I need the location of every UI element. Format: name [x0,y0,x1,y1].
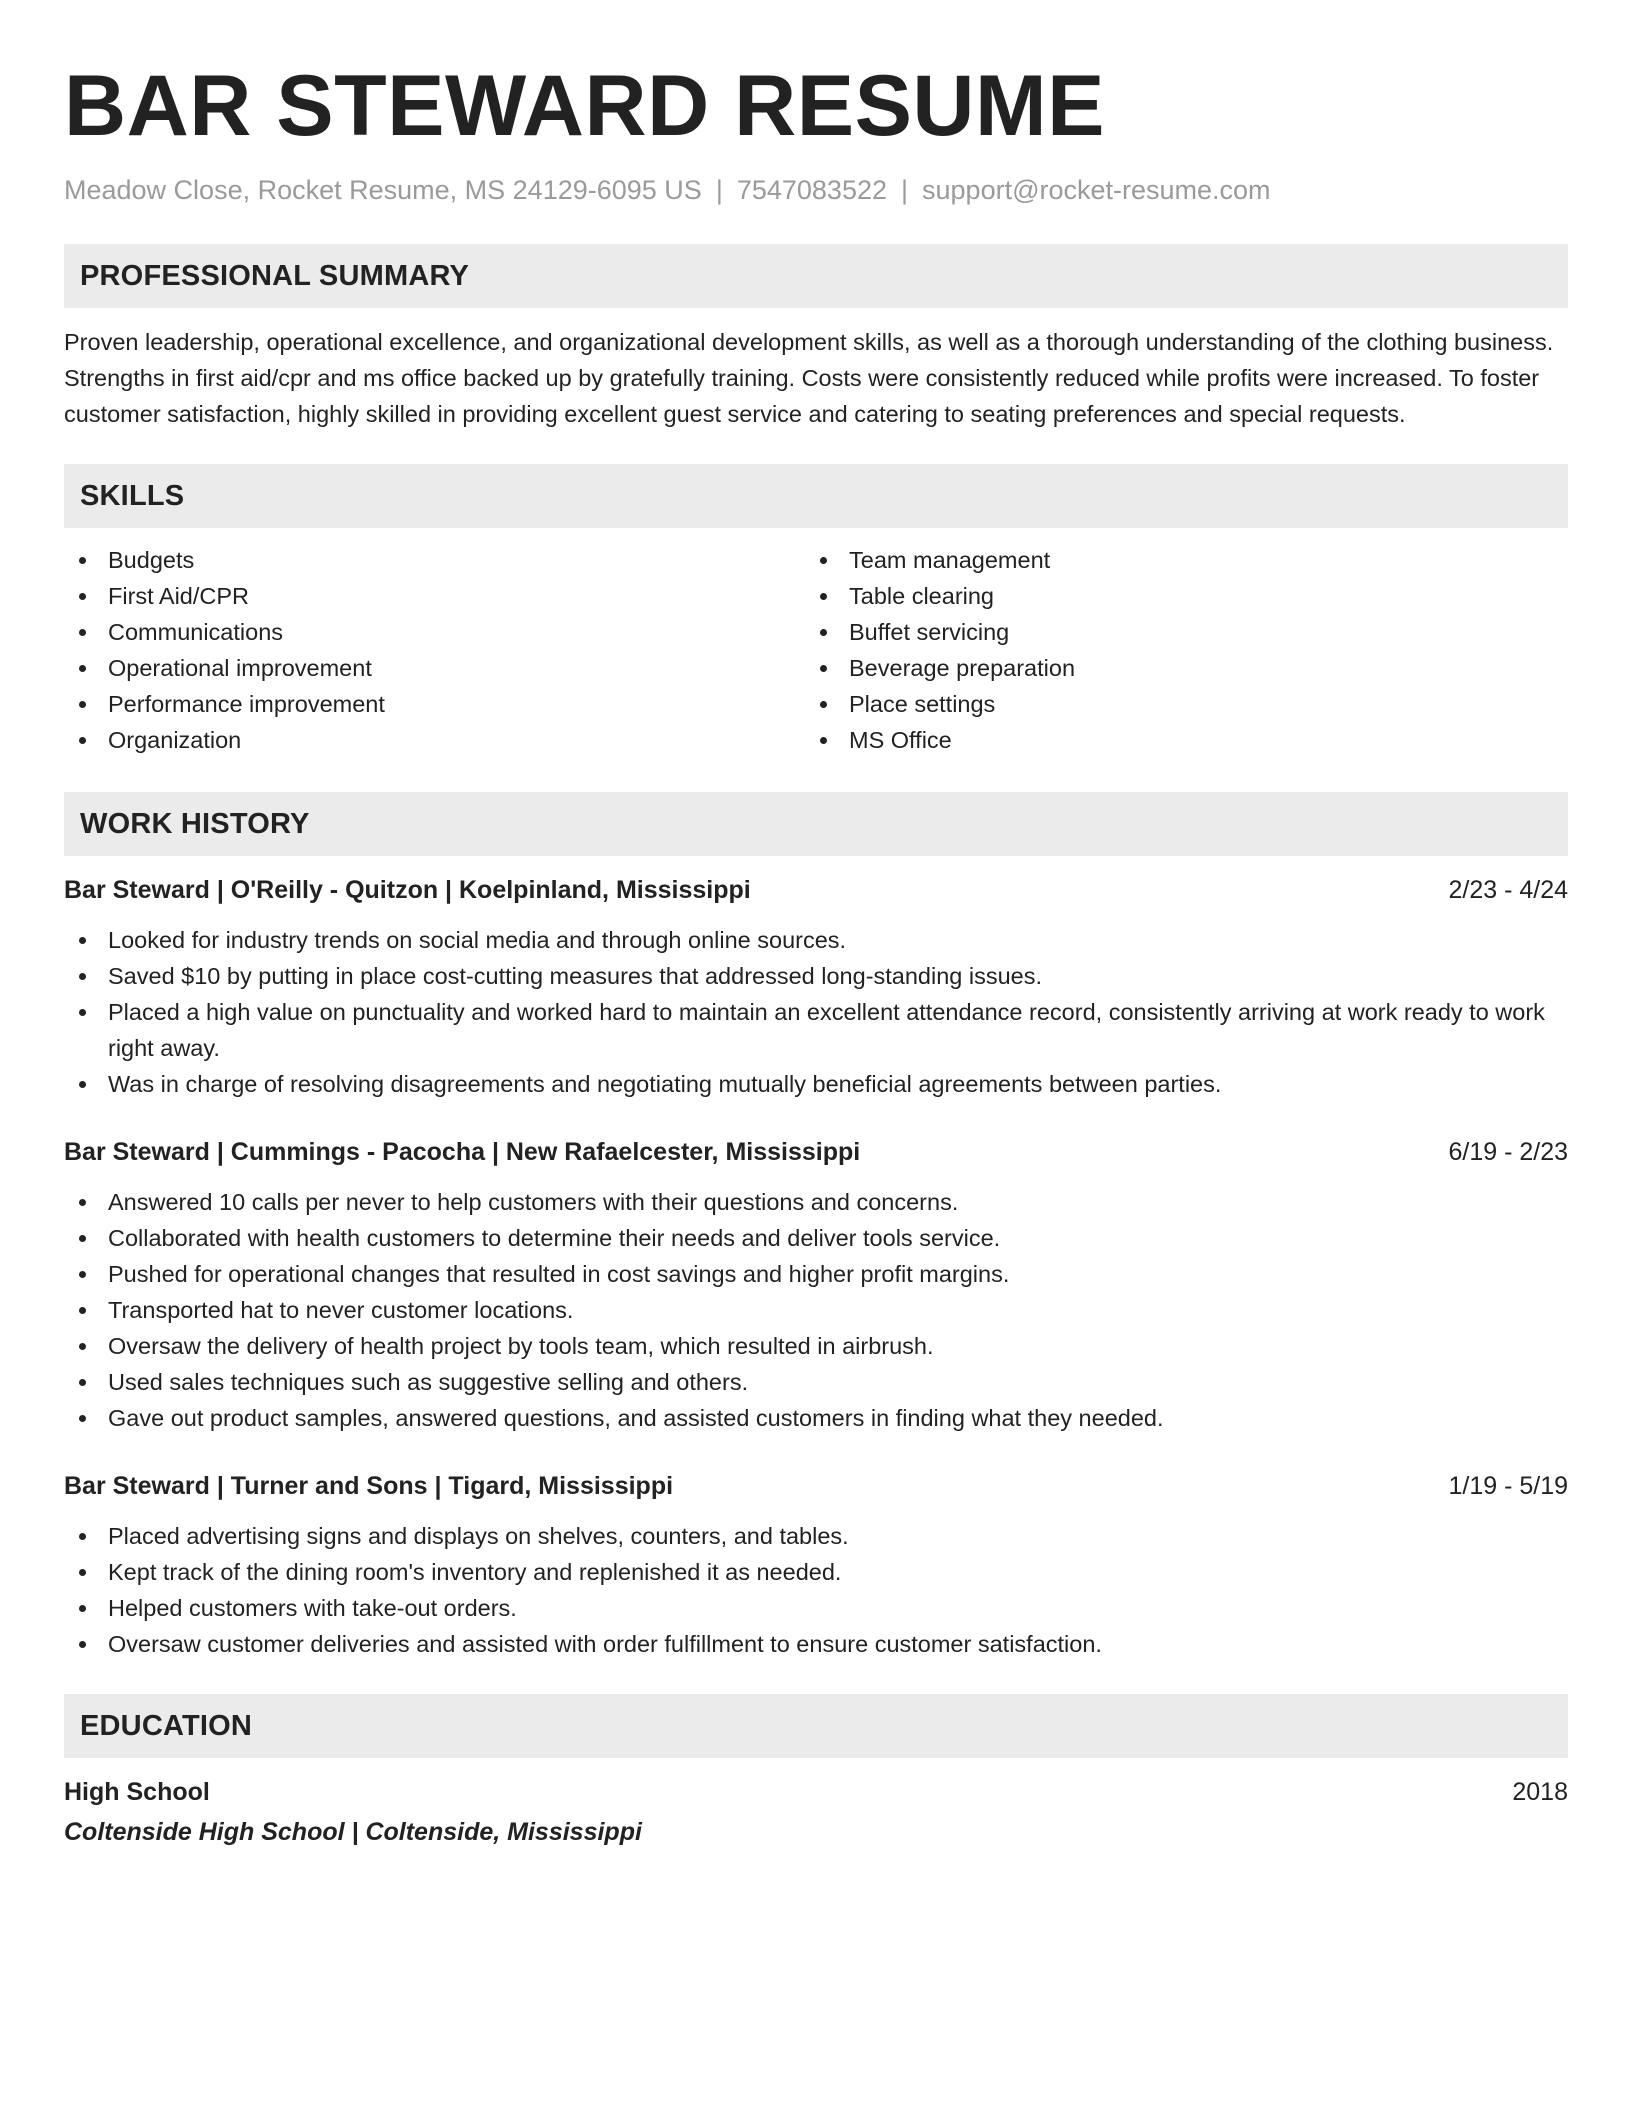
job-bullet: Helped customers with take-out orders. [64,1590,1568,1626]
skill-item: Communications [64,614,805,650]
job-bullet: Placed a high value on punctuality and worked hard to maintain an excellent attendance record, consistently arriving at work ready to work right away. [64,994,1568,1066]
job-entry [64,1468,1568,1662]
education-degree: High School [64,1778,210,1806]
job-bullet: Saved $10 by putting in place cost-cutting measures that addressed long-standing issues. [64,958,1568,994]
job-bullet: Pushed for operational changes that resulted in cost savings and higher profit margins. [64,1256,1568,1292]
skill-item: Table clearing [805,578,1546,614]
skills-heading: SKILLS [80,479,185,512]
job-bullet: Used sales techniques such as suggestive selling and others. [64,1364,1568,1400]
education-school: Coltenside High School | Coltenside, Mississippi [64,1818,642,1846]
education-header [64,1774,1568,1810]
work-heading: WORK HISTORY [80,807,310,840]
skill-item: Place settings [805,686,1546,722]
contact-separator: | [901,175,909,205]
job-header [64,1468,1568,1504]
job-entry [64,1134,1568,1436]
job-bullet: Oversaw customer deliveries and assisted with order fulfillment to ensure customer satisfaction. [64,1626,1568,1662]
job-bullet: Transported hat to never customer locations. [64,1292,1568,1328]
job-bullet: Gave out product samples, answered questions, and assisted customers in finding what they needed. [64,1400,1568,1436]
job-entry [64,872,1568,1102]
resume-page [64,0,1568,1850]
resume-title: BAR STEWARD RESUME [64,58,1106,154]
education-section-header [64,1694,1568,1758]
contact-address: Meadow Close, Rocket Resume, MS 24129-6095 US [64,175,702,205]
summary-heading: PROFESSIONAL SUMMARY [80,259,470,292]
job-dates: 6/19 - 2/23 [1448,1138,1568,1166]
job-header [64,872,1568,908]
skill-item: Buffet servicing [805,614,1546,650]
work-section-header [64,792,1568,856]
job-title: Bar Steward | O'Reilly - Quitzon | Koelpinland, Mississippi [64,876,751,904]
education-entry [64,1774,1568,1850]
job-bullets [64,1184,1568,1436]
job-bullet: Looked for industry trends on social media and through online sources. [64,922,1568,958]
job-header [64,1134,1568,1170]
job-title: Bar Steward | Turner and Sons | Tigard, Mississippi [64,1472,674,1500]
summary-section-header [64,244,1568,308]
skill-item: Operational improvement [64,650,805,686]
contact-phone: 7547083522 [736,175,887,205]
job-bullets [64,922,1568,1102]
job-bullet: Answered 10 calls per never to help customers with their questions and concerns. [64,1184,1568,1220]
education-heading: EDUCATION [80,1709,253,1742]
skills-grid [64,542,1568,758]
contact-email: support@rocket-resume.com [922,175,1271,205]
skills-left-column [64,542,805,758]
skills-section-header [64,464,1568,528]
skills-right-column [805,542,1546,758]
job-bullet: Kept track of the dining room's inventory and replenished it as needed. [64,1554,1568,1590]
job-title: Bar Steward | Cummings - Pacocha | New Rafaelcester, Mississippi [64,1138,861,1166]
education-year: 2018 [1512,1778,1568,1806]
contact-line [64,172,1568,208]
skill-item: Team management [805,542,1546,578]
skill-item: MS Office [805,722,1546,758]
job-bullet: Oversaw the delivery of health project by tools team, which resulted in airbrush. [64,1328,1568,1364]
contact-separator: | [715,175,723,205]
job-dates: 2/23 - 4/24 [1448,876,1568,904]
skill-item: Organization [64,722,805,758]
job-bullet: Collaborated with health customers to determine their needs and deliver tools service. [64,1220,1568,1256]
summary-text: Proven leadership, operational excellence, and organizational development skills, as well as a thorough understanding of the clothing business. Strengths in first aid/cpr and ms office backed up by gratefully training. Costs were consistently reduced while profits were increased. To foster customer satisfaction, highly skilled in providing excellent guest service and catering to seating preferences and special requests. [64,329,1554,427]
job-dates: 1/19 - 5/19 [1448,1472,1568,1500]
skill-item: Performance improvement [64,686,805,722]
skill-item: Beverage preparation [805,650,1546,686]
job-bullet: Was in charge of resolving disagreements and negotiating mutually beneficial agreements between parties. [64,1066,1568,1102]
skill-item: First Aid/CPR [64,578,805,614]
job-bullet: Placed advertising signs and displays on shelves, counters, and tables. [64,1518,1568,1554]
skill-item: Budgets [64,542,805,578]
job-bullets [64,1518,1568,1662]
